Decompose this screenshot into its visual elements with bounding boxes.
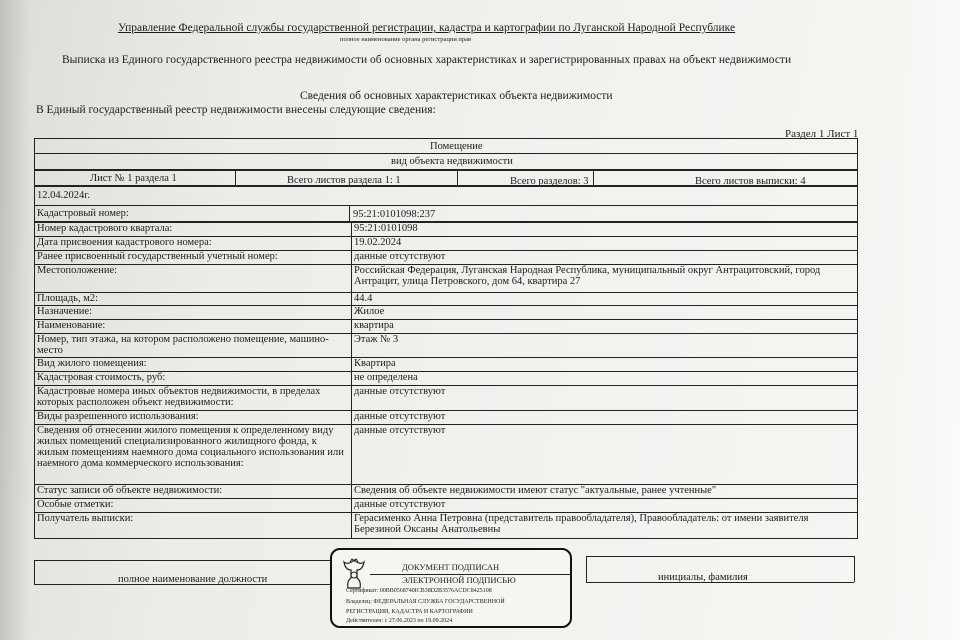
row-label: Виды разрешенного использования:	[35, 411, 352, 425]
row-value: Сведения об объекте недвижимости имеют статус "актуальные, ранее учтенные"	[352, 485, 858, 499]
table-row	[35, 411, 858, 425]
name-caption: инициалы, фамилия	[658, 572, 748, 583]
row-value: Квартира	[352, 358, 858, 372]
stamp-owner-line1: Владелец: ФЕДЕРАЛЬНАЯ СЛУЖБА ГОСУДАРСТВЕННОЙ	[346, 599, 505, 605]
stamp-validity: Действителен: с 27.06.2023 по 19.09.2024	[346, 618, 453, 624]
row-value: Российская Федерация, Луганская Народная Республика, муниципальный округ Антрацитовский, город Антрацит, улица Петровского, дом 64, квартира 27	[352, 265, 858, 293]
row-label: Сведения об отнесении жилого помещения к определенному виду жилых помещений специализированного жилищного фонда, к жилым помещениям наемного дома социального использования или наемного дома коммерческого использования:	[35, 425, 352, 485]
row-label: Дата присвоения кадастрового номера:	[35, 237, 352, 251]
row-value: данные отсутствуют	[352, 386, 858, 411]
row-value: 44.4	[352, 293, 858, 306]
row-value: не определена	[352, 372, 858, 386]
table-row	[35, 485, 858, 499]
table-row	[35, 265, 858, 293]
object-type-box	[34, 138, 858, 170]
page-shadow	[0, 0, 30, 640]
extract-title: Выписка из Единого государственного реестра недвижимости об основных характеристиках и зарегистрированных правах на объект недвижимости	[62, 54, 792, 66]
coat-of-arms-icon	[342, 558, 366, 590]
table-row	[35, 372, 858, 386]
total-extract-sheets: Всего листов выписки: 4	[695, 176, 806, 187]
cadastral-number-label: Кадастровый номер:	[37, 208, 129, 219]
row-value: Герасименко Анна Петровна (представитель правообладателя), Правообладатель: от имени заявителя Березиной Оксаны Анатольевны	[352, 513, 858, 539]
row-value: данные отсутствуют	[352, 251, 858, 265]
row-value: данные отсутствуют	[352, 411, 858, 425]
table-row	[35, 251, 858, 265]
row-label: Получатель выписки:	[35, 513, 352, 539]
date-cadastral-block	[34, 186, 858, 222]
row-value: квартира	[352, 320, 858, 334]
row-value: данные отсутствуют	[352, 499, 858, 513]
e-signature-stamp	[330, 548, 572, 628]
position-caption: полное наименование должности	[118, 574, 268, 585]
total-sections: Всего разделов: 3	[510, 176, 589, 187]
row-value: 19.02.2024	[352, 237, 858, 251]
row-label: Кадастровая стоимость, руб:	[35, 372, 352, 386]
stamp-line1: ДОКУМЕНТ ПОДПИСАН	[402, 562, 500, 572]
stamp-owner-line2: РЕГИСТРАЦИИ, КАДАСТРА И КАРТОГРАФИИ	[346, 609, 473, 615]
row-label: Площадь, м2:	[35, 293, 352, 306]
page-glare	[890, 0, 960, 640]
row-label: Назначение:	[35, 306, 352, 320]
object-type-value: Помещение	[430, 141, 483, 152]
row-value: Жилое	[352, 306, 858, 320]
table-row	[35, 358, 858, 372]
authority-name: Управление Федеральной службы государственной регистрации, кадастра и картографии по Луганской Народной Республике	[118, 22, 736, 34]
stamp-line2: ЭЛЕКТРОННОЙ ПОДПИСЬЮ	[402, 575, 516, 585]
row-value: Этаж № 3	[352, 334, 858, 358]
row-value: данные отсутствуют	[352, 425, 858, 485]
table-row	[35, 320, 858, 334]
row-label: Номер кадастрового квартала:	[35, 223, 352, 237]
intro-text: В Единый государственный реестр недвижимости внесены следующие сведения:	[36, 104, 436, 116]
characteristics-table	[34, 222, 858, 539]
section-sheet-label: Раздел 1 Лист 1	[785, 128, 859, 140]
table-row	[35, 386, 858, 411]
object-type-caption: вид объекта недвижимости	[391, 156, 513, 167]
table-row	[35, 425, 858, 485]
table-row	[35, 223, 858, 237]
row-label: Особые отметки:	[35, 499, 352, 513]
row-label: Наименование:	[35, 320, 352, 334]
row-label: Местоположение:	[35, 265, 352, 293]
stamp-certificate: Сертификат: 00BB0568740ICB38D2B3576ACDC8425108	[346, 588, 492, 594]
table-row	[35, 499, 858, 513]
table-row	[35, 237, 858, 251]
row-value: 95:21:0101098	[352, 223, 858, 237]
table-row	[35, 334, 858, 358]
table-row	[35, 306, 858, 320]
table-row	[35, 513, 858, 539]
cadastral-number-value: 95:21:0101098:237	[353, 209, 436, 220]
sheet-of-section: Лист № 1 раздела 1	[90, 173, 177, 184]
section-title: Сведения об основных характеристиках объекта недвижимости	[300, 90, 613, 102]
row-label: Номер, тип этажа, на котором расположено помещение, машино-место	[35, 334, 352, 358]
authority-caption: полное наименование органа регистрации прав	[340, 36, 472, 43]
row-label: Статус записи об объекте недвижимости:	[35, 485, 352, 499]
row-label: Кадастровые номера иных объектов недвижимости, в пределах которых расположен объект недвижимости:	[35, 386, 352, 411]
row-label: Ранее присвоенный государственный учетный номер:	[35, 251, 352, 265]
sheets-row	[34, 170, 858, 186]
row-label: Вид жилого помещения:	[35, 358, 352, 372]
total-section-sheets: Всего листов раздела 1: 1	[287, 175, 401, 186]
extract-date: 12.04.2024г.	[37, 190, 90, 201]
table-row	[35, 293, 858, 306]
